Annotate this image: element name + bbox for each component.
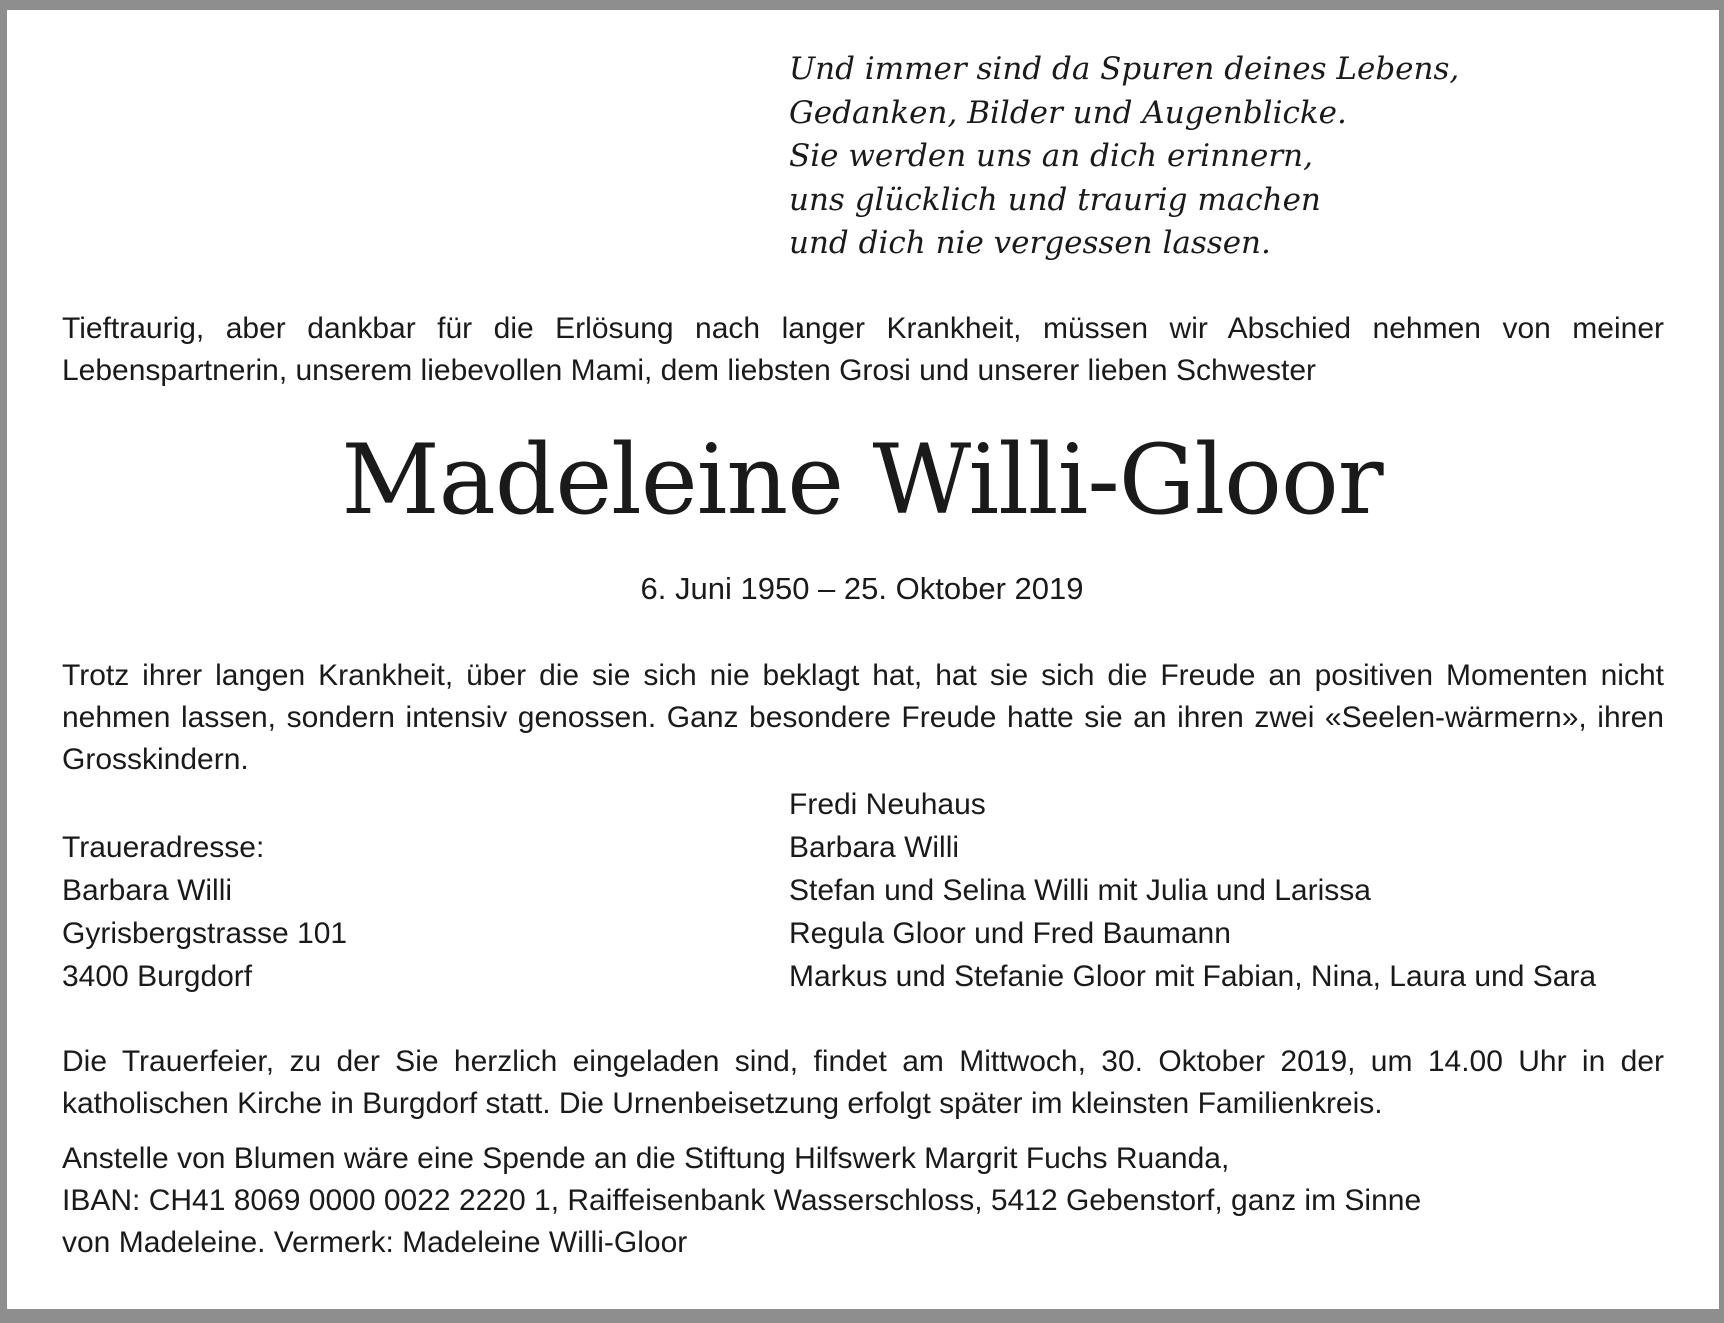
mourning-address	[62, 826, 347, 998]
mourner-name: Fredi Neuhaus	[789, 788, 986, 821]
memorial-paragraph: Trotz ihrer langen Krankheit, über die sie sich nie beklagt hat, hat sie sich die Freude an positiven Momenten nicht nehmen lassen, sondern intensiv genossen. Ganz besondere Freude hatte sie an ihren zwei «Seelen-wärmern», ihren Grosskindern.	[62, 659, 1664, 776]
donation-paragraph	[62, 1138, 1664, 1264]
address-line: 3400 Burgdorf	[62, 960, 253, 993]
mourner-name: Markus und Stefanie Gloor mit Fabian, Nina, Laura und Sara	[789, 960, 1597, 993]
poem-line: und dich nie vergessen lassen.	[789, 225, 1271, 261]
poem-line: uns glücklich und traurig machen	[789, 181, 1321, 218]
address-line: Gyrisbergstrasse 101	[62, 917, 348, 950]
address-label: Traueradresse:	[62, 831, 265, 864]
poem-line: Gedanken, Bilder und Augenblicke.	[789, 94, 1347, 131]
address-line: Barbara Willi	[62, 874, 233, 907]
mourner-name: Stefan und Selina Willi mit Julia und Larissa	[789, 874, 1371, 907]
mourners-list	[789, 783, 1596, 998]
donation-line: Anstelle von Blumen wäre eine Spende an die Stiftung Hilfswerk Margrit Fuchs Ruanda,	[62, 1142, 1230, 1175]
mourner-name: Barbara Willi	[789, 831, 960, 864]
poem-line: Sie werden uns an dich erinnern,	[789, 138, 1313, 174]
life-dates: 6. Juni 1950 – 25. Oktober 2019	[640, 571, 1084, 606]
poem	[789, 48, 1609, 266]
deceased-name: Madeleine Willi-Gloor	[341, 424, 1383, 536]
donation-line: IBAN: CH41 8069 0000 0022 2220 1, Raiffeisenbank Wasserschloss, 5412 Gebenstorf, ganz im Sinne	[62, 1184, 1422, 1217]
service-paragraph: Die Trauerfeier, zu der Sie herzlich eingeladen sind, findet am Mittwoch, 30. Oktober 2019, um 14.00 Uhr in der katholischen Kirche in Burgdorf statt. Die Urnenbeisetzung erfolgt später im kleinsten Familienkreis.	[62, 1045, 1664, 1120]
poem-line: Und immer sind da Spuren deines Lebens,	[789, 51, 1460, 87]
mourner-name: Regula Gloor und Fred Baumann	[789, 917, 1231, 950]
intro-paragraph: Tieftraurig, aber dankbar für die Erlösung nach langer Krankheit, müssen wir Abschied nehmen von meiner Lebenspartnerin, unserem liebevollen Mami, dem liebsten Grosi und unserer lieben Schwester	[62, 312, 1664, 387]
donation-line: von Madeleine. Vermerk: Madeleine Willi-Gloor	[62, 1226, 688, 1259]
